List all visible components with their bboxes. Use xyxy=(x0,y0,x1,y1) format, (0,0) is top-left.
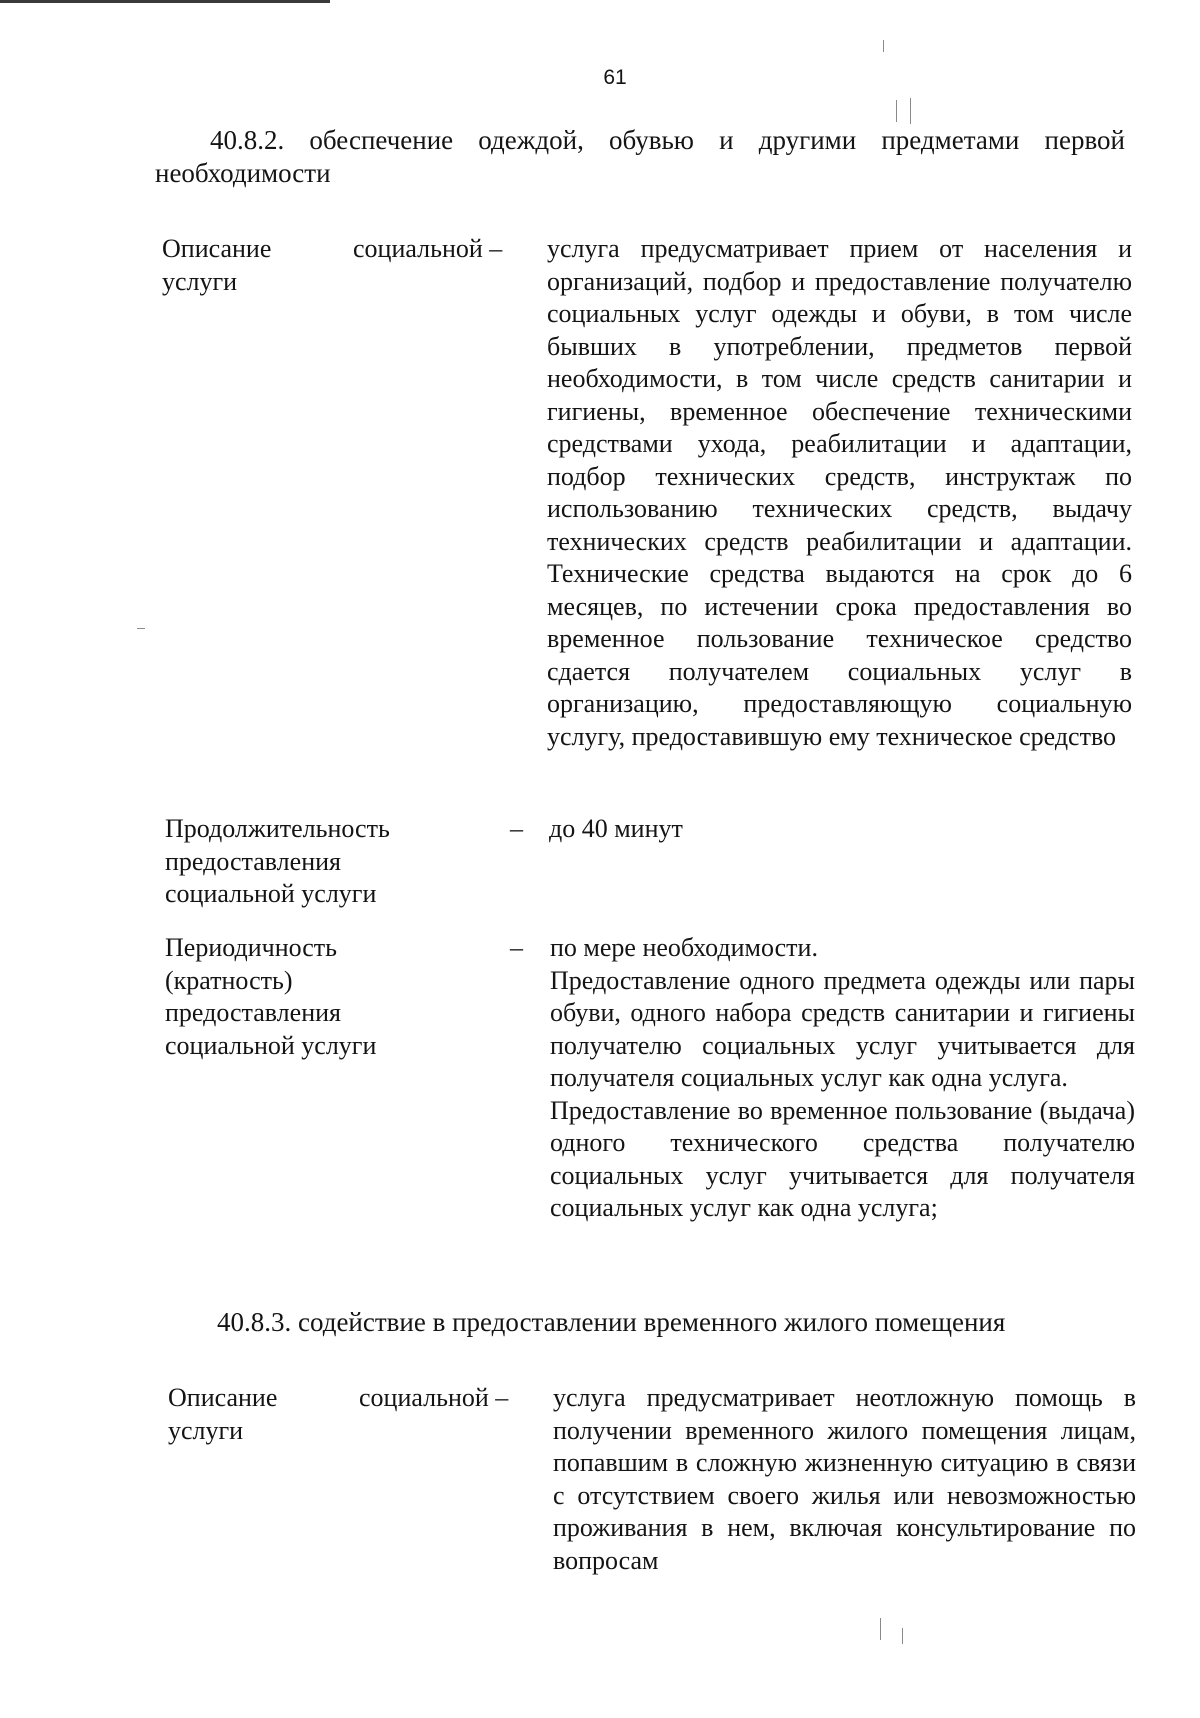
section-heading xyxy=(155,124,1125,190)
row-description xyxy=(550,932,1135,1225)
row-description: услуга предусматривает прием от населения и организаций, подбор и предоставление получателю социальных услуг одежды и обуви, в том числе бывших в употреблении, предметов первой необходимости, в том числе средств санитарии и гигиены, временное обеспечение техническими средствами ухода, реабилитации и адаптации, подбор технических средств, инструктаж по использованию технических средств, выдачу технических средств реабилитации и адаптации. Технические средства выдаются на срок до 6 месяцев, по истечении срока предоставления во временное пользование техническое средство сдается получателем социальных услуг в организацию, предоставляющую социальную услугу, предоставившую ему техническое средство xyxy=(547,234,1132,751)
row-label-right: социальной – xyxy=(359,1383,509,1412)
scan-artifact-mark xyxy=(910,98,911,124)
section-heading: 40.8.3. содействие в предоставлении временного жилого помещения xyxy=(217,1307,1006,1337)
description-paragraph: Предоставление во временное пользование (выдача) одного технического средства получателю социальных услуг учитывается для получателя социальных услуг как одна услуга; xyxy=(550,1095,1135,1222)
row-label-left: Описание xyxy=(162,234,272,263)
scan-artifact-mark xyxy=(902,1628,903,1644)
row-dash: – xyxy=(510,933,523,962)
row-label: Периодичность (кратность) предоставления социальной услуги xyxy=(165,933,377,1060)
row-label-second: услуги xyxy=(162,267,238,296)
row-dash: – xyxy=(510,814,523,843)
row-label-right: социальной – xyxy=(353,234,503,263)
scan-artifact-mark xyxy=(880,1618,881,1640)
row-description: до 40 минут xyxy=(549,814,683,843)
scan-artifact-mark xyxy=(137,628,145,629)
row-label: Продолжительность предоставления социальной услуги xyxy=(165,814,390,908)
scan-artifact-mark xyxy=(883,40,884,52)
description-paragraph: Предоставление одного предмета одежды или пары обуви, одного набора средств санитарии и гигиены получателю социальных услуг учитывается для получателя социальных услуг как одна услуга. xyxy=(550,965,1135,1092)
row-label-second: услуги xyxy=(168,1416,244,1445)
description-paragraph: по мере необходимости. xyxy=(550,933,818,962)
row-label-left: Описание xyxy=(168,1383,278,1412)
row-description: услуга предусматривает неотложную помощь в получении временного жилого помещения лицам, попавшим в сложную жизненную ситуацию в связи с отсутствием своего жилья или невозможностью проживания в нем, включая консультирование по вопросам xyxy=(553,1383,1136,1575)
scan-artifact-line xyxy=(0,0,330,3)
page-number: 61 xyxy=(603,66,627,89)
scan-artifact-mark xyxy=(896,100,897,122)
section-heading-text: 40.8.2. обеспечение одеждой, обувью и другими предметами первой необходимости xyxy=(155,125,1125,188)
